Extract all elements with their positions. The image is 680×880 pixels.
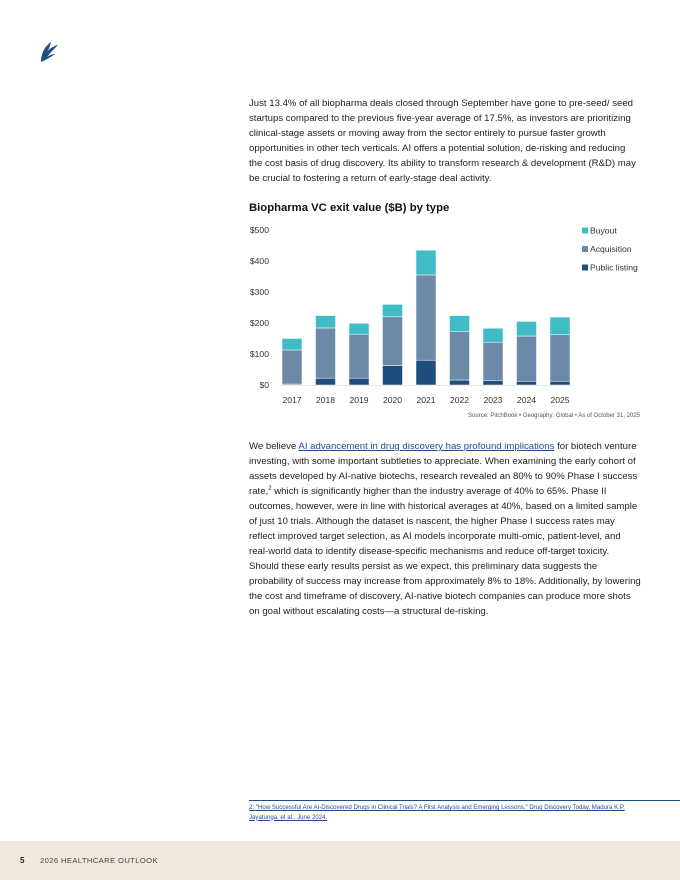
analysis-paragraph [249, 439, 641, 619]
legend-swatch-public-listing [582, 265, 588, 271]
bar-buyout-2023 [483, 328, 503, 342]
bar-acquisition-2021 [416, 275, 436, 360]
intro-paragraph: Just 13.4% of all biopharma deals closed through September have gone to pre-seed/ seed startups compared to the previous five-year average of 17.5%, as investors are prioritizing clinical-stage assets or moving away from the sector entirely to pursue faster growth opportunities in other tech verticals. AI offers a potential solution, de-risking and reducing the cost basis of drug discovery. Its ability to transform research & development (R&D) may be crucial to fostering a return of early-stage deal activity. [249, 98, 636, 184]
bar-acquisition-2018 [316, 328, 336, 378]
bar-public-listing-2019 [349, 378, 369, 385]
para2-part3: which is significantly higher than the industry average of 40% to 65%. Phase II outcomes, however, were in line with historical averages at 40%, based on a limited sample of just 10 trials. Although the dataset is nascent, the higher Phase I success rates may reflect improved target selection, as AI models incorporate multi-omic, patient-level, and real-world data to identify disease-specific mechanisms and reduce off-target toxicity. Should these early results persist as we expect, this preliminary data suggests the probability of success may increase from approximately 8% to 18%. Additionally, by lowering the cost and timeframe of discovery, AI-native biotech companies can produce more shots on goal without escalating costs—a structural de-risking. [249, 486, 641, 617]
bar-public-listing-2022 [450, 380, 470, 385]
x-tick-label: 2019 [349, 395, 369, 405]
y-tick-label: $300 [249, 287, 269, 297]
y-tick-label: $200 [249, 318, 269, 328]
bar-public-listing-2025 [550, 381, 570, 385]
chart-title: Biopharma VC exit value ($B) by type [249, 202, 450, 214]
x-tick-label: 2017 [282, 395, 302, 405]
legend-label-buyout: Buyout [590, 225, 617, 236]
exit-value-chart [240, 220, 650, 410]
bar-public-listing-2020 [383, 365, 403, 385]
bar-public-listing-2024 [517, 381, 537, 385]
bar-public-listing-2018 [316, 378, 336, 385]
footnote-text[interactable]: 2: "How Successful Are AI-Discovered Drugs in Clinical Trials? A First Analysis and Emerging Lessons," Drug Discovery Today, Madura K.P. Jayatunga, et al., June 2024. [249, 804, 625, 821]
footnote-reference[interactable]: 2 [268, 485, 272, 492]
legend-swatch-acquisition [582, 246, 588, 252]
x-tick-label: 2018 [315, 395, 336, 405]
footnote[interactable] [249, 803, 641, 822]
chart-source: Source: PitchBook • Geography: Global • As of October 31, 2025 [468, 413, 640, 419]
bar-buyout-2020 [383, 304, 403, 316]
legend-swatch-buyout [582, 228, 588, 234]
bar-acquisition-2020 [383, 317, 403, 366]
bar-buyout-2018 [316, 316, 336, 328]
bar-acquisition-2019 [349, 334, 369, 378]
para2-part2: for biotech venture investing, with some important subtleties to appreciate. When examining the early cohort of assets developed by AI-native biotechs, research revealed an 80% to 90% Phase I success rate, [249, 441, 638, 497]
bar-buyout-2022 [450, 316, 470, 332]
ai-drug-discovery-link[interactable]: AI advancement in drug discovery has profound implications [298, 441, 555, 452]
bar-acquisition-2025 [550, 335, 570, 382]
y-tick-label: $500 [249, 225, 269, 235]
bar-buyout-2017 [282, 339, 302, 350]
footnote-divider [249, 800, 680, 801]
y-tick-label: $400 [249, 256, 269, 266]
bar-acquisition-2017 [282, 350, 302, 384]
bar-buyout-2024 [517, 321, 537, 336]
para2-intro: We believe [249, 441, 299, 452]
x-tick-label: 2022 [449, 395, 470, 405]
legend-label-acquisition: Acquisition [590, 244, 632, 254]
firm-logo-icon [38, 40, 60, 64]
y-tick-label: $0 [259, 380, 269, 390]
bar-public-listing-2021 [416, 360, 436, 385]
y-tick-label: $100 [249, 349, 269, 359]
bar-acquisition-2023 [483, 342, 503, 380]
x-tick-label: 2025 [550, 395, 570, 405]
bar-buyout-2025 [550, 317, 570, 335]
legend-label-public-listing: Public listing [590, 262, 638, 273]
bar-buyout-2021 [416, 250, 436, 275]
page-number: 5 [20, 856, 25, 865]
bar-acquisition-2024 [517, 336, 537, 381]
x-tick-label: 2020 [382, 395, 403, 405]
bar-acquisition-2022 [450, 332, 470, 380]
x-tick-label: 2023 [483, 395, 503, 405]
bar-buyout-2019 [349, 323, 369, 334]
x-tick-label: 2024 [516, 395, 537, 405]
x-tick-label: 2021 [416, 395, 436, 405]
page-footer [0, 841, 680, 880]
report-title: 2026 HEALTHCARE OUTLOOK [40, 856, 158, 865]
bar-public-listing-2023 [483, 380, 503, 385]
